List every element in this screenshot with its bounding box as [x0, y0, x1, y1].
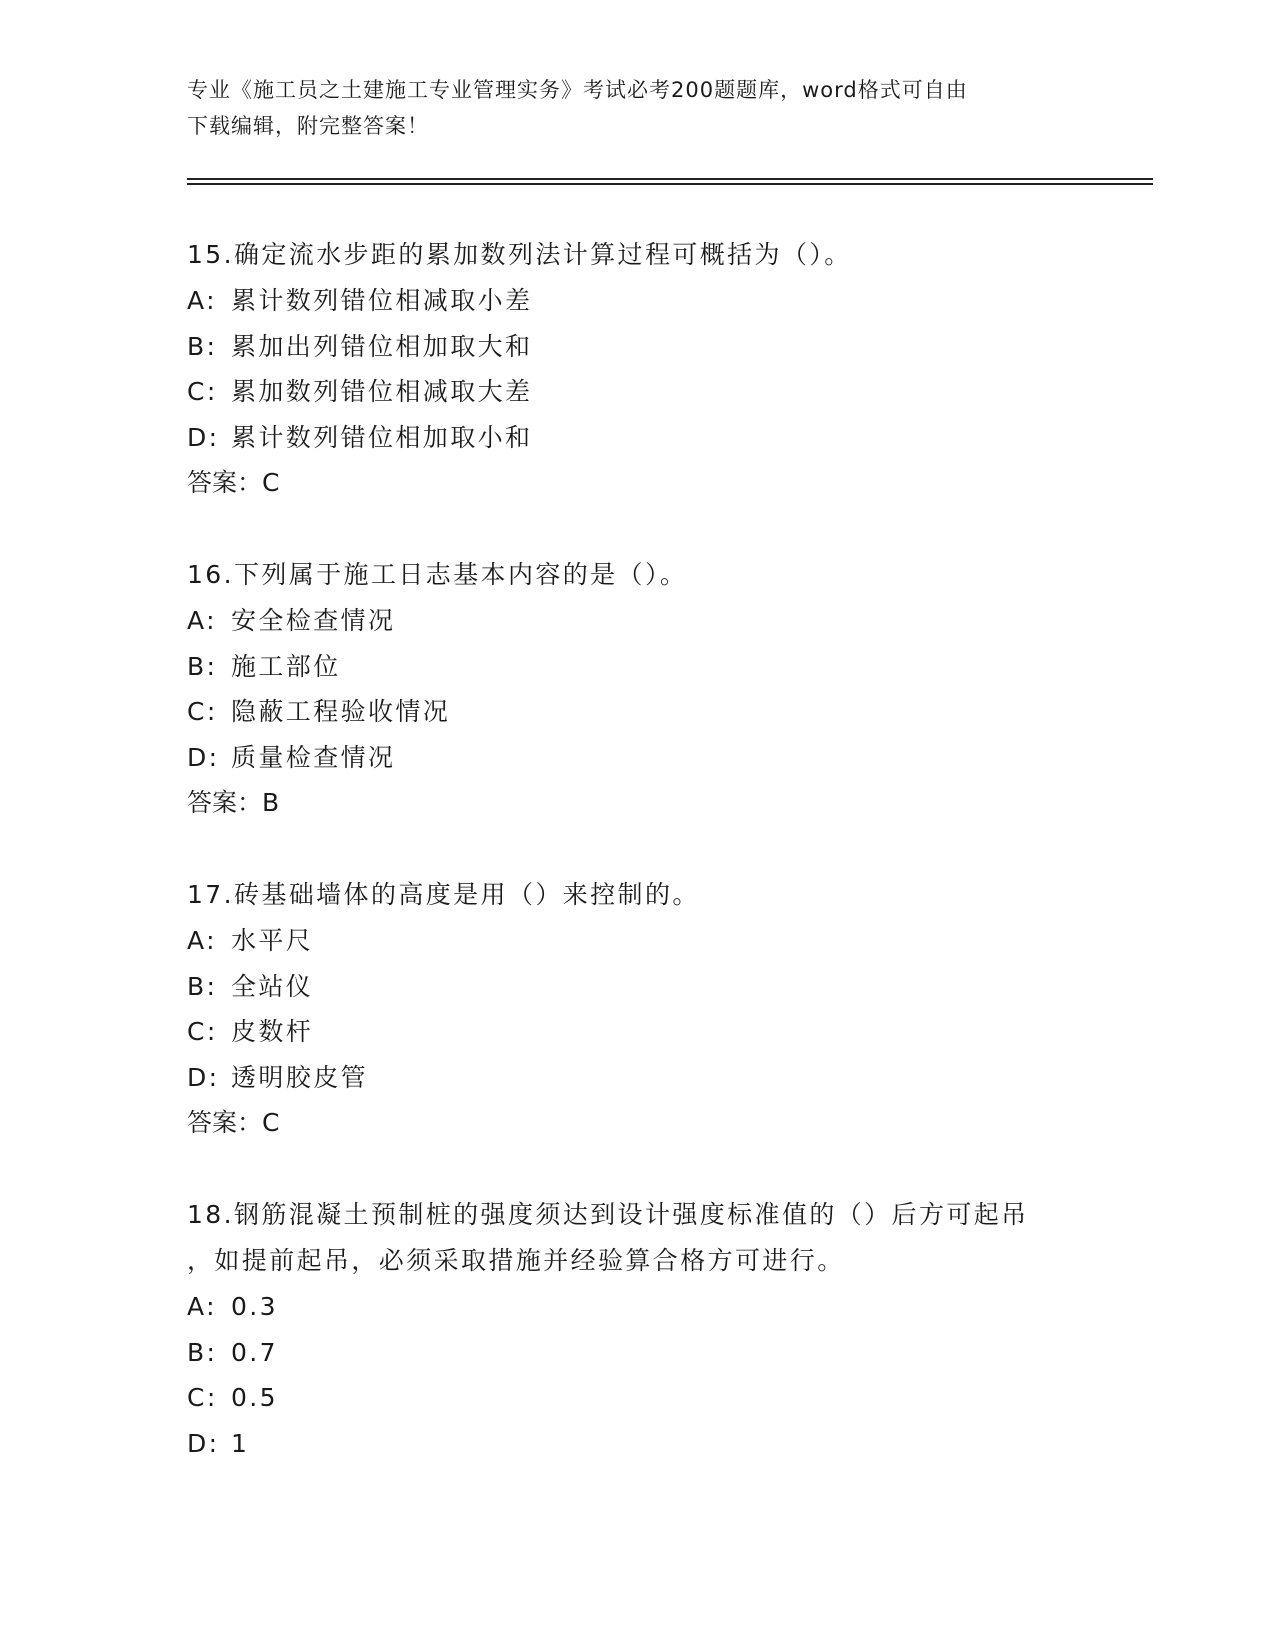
option-b — [187, 964, 1087, 1010]
option-letter: B: — [187, 1337, 218, 1367]
option-letter: D: — [187, 1062, 220, 1092]
question-16 — [187, 552, 1087, 826]
question-text-line-1: 18.钢筋混凝土预制桩的强度须达到设计强度标准值的（）后方可起吊 — [187, 1200, 1029, 1229]
option-letter: C: — [187, 1383, 218, 1412]
option-letter: A: — [187, 286, 217, 315]
option-text: 累加出列错位相加取大和 — [231, 331, 533, 361]
option-text: 全站仪 — [231, 971, 314, 1001]
option-d — [187, 735, 1087, 781]
option-text: 透明胶皮管 — [231, 1062, 369, 1092]
option-text: 隐蔽工程验收情况 — [231, 697, 451, 726]
option-text: 累加数列错位相减取大差 — [231, 377, 533, 406]
option-d — [187, 1055, 1087, 1101]
option-text: 0.3 — [231, 1292, 278, 1321]
option-letter: A: — [187, 926, 217, 955]
option-letter: D: — [187, 1428, 220, 1458]
option-letter: C: — [187, 1017, 218, 1046]
option-letter: A: — [187, 1292, 217, 1321]
option-c — [187, 1009, 1087, 1055]
header-line-2: 下载编辑，附完整答案！ — [187, 114, 429, 138]
option-letter: D: — [187, 422, 220, 452]
answer-line: 答案：C — [187, 1108, 280, 1137]
option-letter: B: — [187, 651, 218, 681]
option-text: 水平尺 — [231, 926, 314, 955]
option-letter: D: — [187, 742, 220, 772]
question-15 — [187, 232, 1087, 506]
question-text: 17.砖基础墙体的高度是用（）来控制的。 — [187, 880, 700, 909]
option-text: 累计数列错位相加取小和 — [231, 422, 533, 452]
header-line-1: 专业《施工员之土建施工专业管理实务》考试必考200题题库，word格式可自由 — [187, 78, 968, 102]
option-letter: B: — [187, 971, 218, 1001]
question-text: 15.确定流水步距的累加数列法计算过程可概括为（）。 — [187, 240, 852, 269]
question-text-line-2: ，如提前起吊，必须采取措施并经验算合格方可进行。 — [187, 1246, 845, 1275]
option-d — [187, 415, 1087, 461]
option-text: 施工部位 — [231, 651, 341, 681]
option-text: 质量检查情况 — [231, 742, 396, 772]
option-letter: B: — [187, 331, 218, 361]
option-text: 0.7 — [231, 1337, 278, 1367]
option-text: 皮数杆 — [231, 1017, 314, 1046]
option-b — [187, 1330, 1087, 1376]
question-18 — [187, 1192, 1087, 1466]
option-text: 安全检查情况 — [231, 606, 396, 635]
option-a — [187, 1284, 1087, 1330]
option-letter: C: — [187, 377, 218, 406]
option-d — [187, 1421, 1087, 1467]
header-divider-top — [187, 178, 1153, 180]
option-text: 1 — [231, 1428, 250, 1458]
option-text: 0.5 — [231, 1383, 278, 1412]
option-c — [187, 1375, 1087, 1421]
option-letter: C: — [187, 697, 218, 726]
option-a — [187, 278, 1087, 324]
option-letter: A: — [187, 606, 217, 635]
question-17 — [187, 872, 1087, 1146]
answer-line: 答案：B — [187, 788, 280, 817]
document-header — [187, 72, 1087, 144]
option-b — [187, 324, 1087, 370]
option-c — [187, 369, 1087, 415]
option-c — [187, 689, 1087, 735]
answer-line: 答案：C — [187, 468, 280, 497]
header-divider-bottom — [187, 183, 1153, 185]
option-text: 累计数列错位相减取小差 — [231, 286, 533, 315]
option-a — [187, 598, 1087, 644]
option-b — [187, 644, 1087, 690]
option-a — [187, 918, 1087, 964]
question-text: 16.下列属于施工日志基本内容的是（）。 — [187, 560, 688, 589]
